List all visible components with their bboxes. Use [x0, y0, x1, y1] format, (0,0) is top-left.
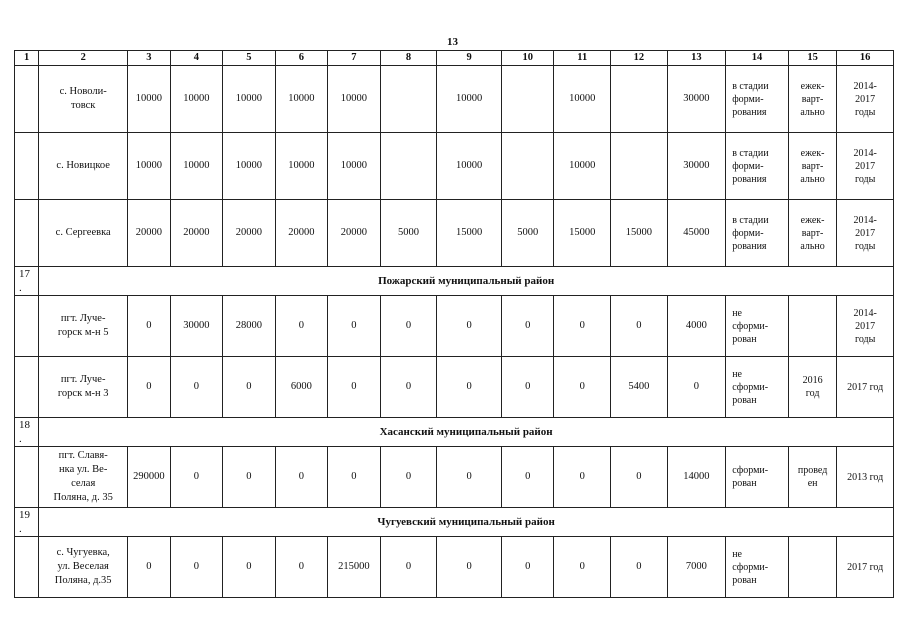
table-row — [15, 66, 894, 133]
table-cell: 0 — [554, 537, 611, 598]
table-cell: 215000 — [328, 537, 381, 598]
table-cell: 0 — [611, 537, 668, 598]
table-cell: 5400 — [611, 357, 668, 418]
section-title: Чугуевский муниципальный район — [39, 508, 894, 537]
table-cell: 10000 — [328, 133, 381, 200]
header-cell-10: 10 — [501, 51, 554, 66]
header-cell-3: 3 — [128, 51, 170, 66]
table-cell: 0 — [328, 447, 381, 508]
location-cell: с. Сергеевка — [39, 200, 128, 267]
table-row — [15, 200, 894, 267]
table-cell: 2017 год — [837, 357, 894, 418]
table-cell — [15, 200, 39, 267]
location-cell: с. Новицкое — [39, 133, 128, 200]
header-cell-8: 8 — [380, 51, 437, 66]
table-cell: 2014- 2017 годы — [837, 296, 894, 357]
table-cell: 10000 — [128, 133, 170, 200]
table-cell: 0 — [223, 447, 276, 508]
table-cell: ежек- варт- ально — [788, 66, 836, 133]
table-cell — [15, 357, 39, 418]
table-cell: 0 — [437, 357, 502, 418]
table-cell: 0 — [223, 357, 276, 418]
table-cell — [611, 66, 668, 133]
table-cell — [501, 133, 554, 200]
table-cell — [788, 296, 836, 357]
table-cell: 0 — [170, 537, 223, 598]
table-cell: 10000 — [328, 66, 381, 133]
table-cell: 10000 — [554, 133, 611, 200]
header-cell-1: 1 — [15, 51, 39, 66]
location-cell: с. Чугуевка, ул. Веселая Поляна, д.35 — [39, 537, 128, 598]
table-cell — [611, 133, 668, 200]
table-cell: 20000 — [170, 200, 223, 267]
table-cell: 4000 — [667, 296, 726, 357]
header-cell-12: 12 — [611, 51, 668, 66]
table-cell: 10000 — [223, 66, 276, 133]
table-cell: 0 — [611, 296, 668, 357]
table-cell: 6000 — [275, 357, 328, 418]
table-cell: не сформи- рован — [726, 296, 789, 357]
table-cell: 20000 — [275, 200, 328, 267]
table-cell: 0 — [128, 296, 170, 357]
section-title: Пожарский муниципальный район — [39, 267, 894, 296]
table-cell: 10000 — [170, 133, 223, 200]
table-cell: 2014- 2017 годы — [837, 200, 894, 267]
table-cell: 0 — [380, 296, 437, 357]
section-row — [15, 418, 894, 447]
header-cell-6: 6 — [275, 51, 328, 66]
table-cell — [501, 66, 554, 133]
location-cell: пгт. Луче- горск м-н 3 — [39, 357, 128, 418]
table-cell: 0 — [437, 296, 502, 357]
section-title: Хасанский муниципальный район — [39, 418, 894, 447]
table-cell: ежек- варт- ально — [788, 133, 836, 200]
header-cell-5: 5 — [223, 51, 276, 66]
table-cell: 5000 — [380, 200, 437, 267]
data-table — [14, 50, 894, 598]
table-cell: 10000 — [437, 133, 502, 200]
table-row — [15, 357, 894, 418]
table-cell: 0 — [275, 447, 328, 508]
table-cell — [788, 537, 836, 598]
table-cell: 10000 — [554, 66, 611, 133]
table-cell: 2014- 2017 годы — [837, 133, 894, 200]
section-number: 18 . — [15, 418, 39, 447]
table-cell — [15, 296, 39, 357]
table-cell: в стадии форми- рования — [726, 133, 789, 200]
table-cell: 28000 — [223, 296, 276, 357]
table-cell: 10000 — [170, 66, 223, 133]
table-cell — [15, 133, 39, 200]
table-cell: 0 — [501, 357, 554, 418]
table-cell: 0 — [275, 296, 328, 357]
table-cell: 0 — [554, 447, 611, 508]
table-cell: 10000 — [275, 133, 328, 200]
table-cell: 0 — [170, 447, 223, 508]
table-cell: 15000 — [437, 200, 502, 267]
header-cell-16: 16 — [837, 51, 894, 66]
header-cell-11: 11 — [554, 51, 611, 66]
table-cell: 2016 год — [788, 357, 836, 418]
table-cell — [380, 133, 437, 200]
section-number: 19 . — [15, 508, 39, 537]
header-row — [15, 51, 894, 66]
table-cell — [15, 447, 39, 508]
table-row — [15, 133, 894, 200]
page-number: 13 — [447, 36, 458, 48]
table-cell: 10000 — [275, 66, 328, 133]
table-cell: 30000 — [667, 133, 726, 200]
table-cell: 0 — [380, 537, 437, 598]
table-cell: 15000 — [611, 200, 668, 267]
location-cell: пгт. Луче- горск м-н 5 — [39, 296, 128, 357]
table-cell — [15, 66, 39, 133]
table-row — [15, 447, 894, 508]
table-cell: 0 — [380, 447, 437, 508]
table-cell: 0 — [223, 537, 276, 598]
table-cell: 0 — [437, 537, 502, 598]
section-row — [15, 508, 894, 537]
header-cell-7: 7 — [328, 51, 381, 66]
table-row — [15, 296, 894, 357]
table-cell: 0 — [275, 537, 328, 598]
table-cell: не сформи- рован — [726, 357, 789, 418]
section-number: 17 . — [15, 267, 39, 296]
table-cell: 0 — [611, 447, 668, 508]
table-cell: 10000 — [128, 66, 170, 133]
table-cell: провед ен — [788, 447, 836, 508]
header-cell-13: 13 — [667, 51, 726, 66]
table-cell: 2014- 2017 годы — [837, 66, 894, 133]
table-cell: 0 — [501, 296, 554, 357]
table-cell: 0 — [128, 537, 170, 598]
table-cell: 290000 — [128, 447, 170, 508]
header-cell-14: 14 — [726, 51, 789, 66]
table-cell: 14000 — [667, 447, 726, 508]
table-cell — [15, 537, 39, 598]
table-cell: 5000 — [501, 200, 554, 267]
section-row — [15, 267, 894, 296]
header-cell-4: 4 — [170, 51, 223, 66]
table-cell: 20000 — [128, 200, 170, 267]
table-cell: 0 — [170, 357, 223, 418]
header-cell-2: 2 — [39, 51, 128, 66]
table-cell: 30000 — [667, 66, 726, 133]
table-cell: ежек- варт- ально — [788, 200, 836, 267]
table-cell: 0 — [380, 357, 437, 418]
table-cell: сформи- рован — [726, 447, 789, 508]
header-cell-15: 15 — [788, 51, 836, 66]
location-cell: пгт. Славя- нка ул. Ве- селая Поляна, д. 35 — [39, 447, 128, 508]
table-cell: 2017 год — [837, 537, 894, 598]
table-cell: в стадии форми- рования — [726, 66, 789, 133]
table-cell: 0 — [328, 296, 381, 357]
table-cell: в стадии форми- рования — [726, 200, 789, 267]
table-cell: 15000 — [554, 200, 611, 267]
table-cell: 0 — [501, 447, 554, 508]
table-cell: 0 — [501, 537, 554, 598]
table-row — [15, 537, 894, 598]
header-cell-9: 9 — [437, 51, 502, 66]
table-cell: 45000 — [667, 200, 726, 267]
table-cell: 0 — [554, 357, 611, 418]
table-cell: не сформи- рован — [726, 537, 789, 598]
table-cell: 2013 год — [837, 447, 894, 508]
table-cell: 10000 — [437, 66, 502, 133]
table-cell: 20000 — [328, 200, 381, 267]
table-cell: 0 — [554, 296, 611, 357]
table-cell: 10000 — [223, 133, 276, 200]
table-cell: 20000 — [223, 200, 276, 267]
table-cell: 0 — [667, 357, 726, 418]
location-cell: с. Новоли- товск — [39, 66, 128, 133]
table-cell: 30000 — [170, 296, 223, 357]
table-cell: 0 — [128, 357, 170, 418]
table-cell: 0 — [437, 447, 502, 508]
table-cell: 0 — [328, 357, 381, 418]
table-cell — [380, 66, 437, 133]
table-cell: 7000 — [667, 537, 726, 598]
